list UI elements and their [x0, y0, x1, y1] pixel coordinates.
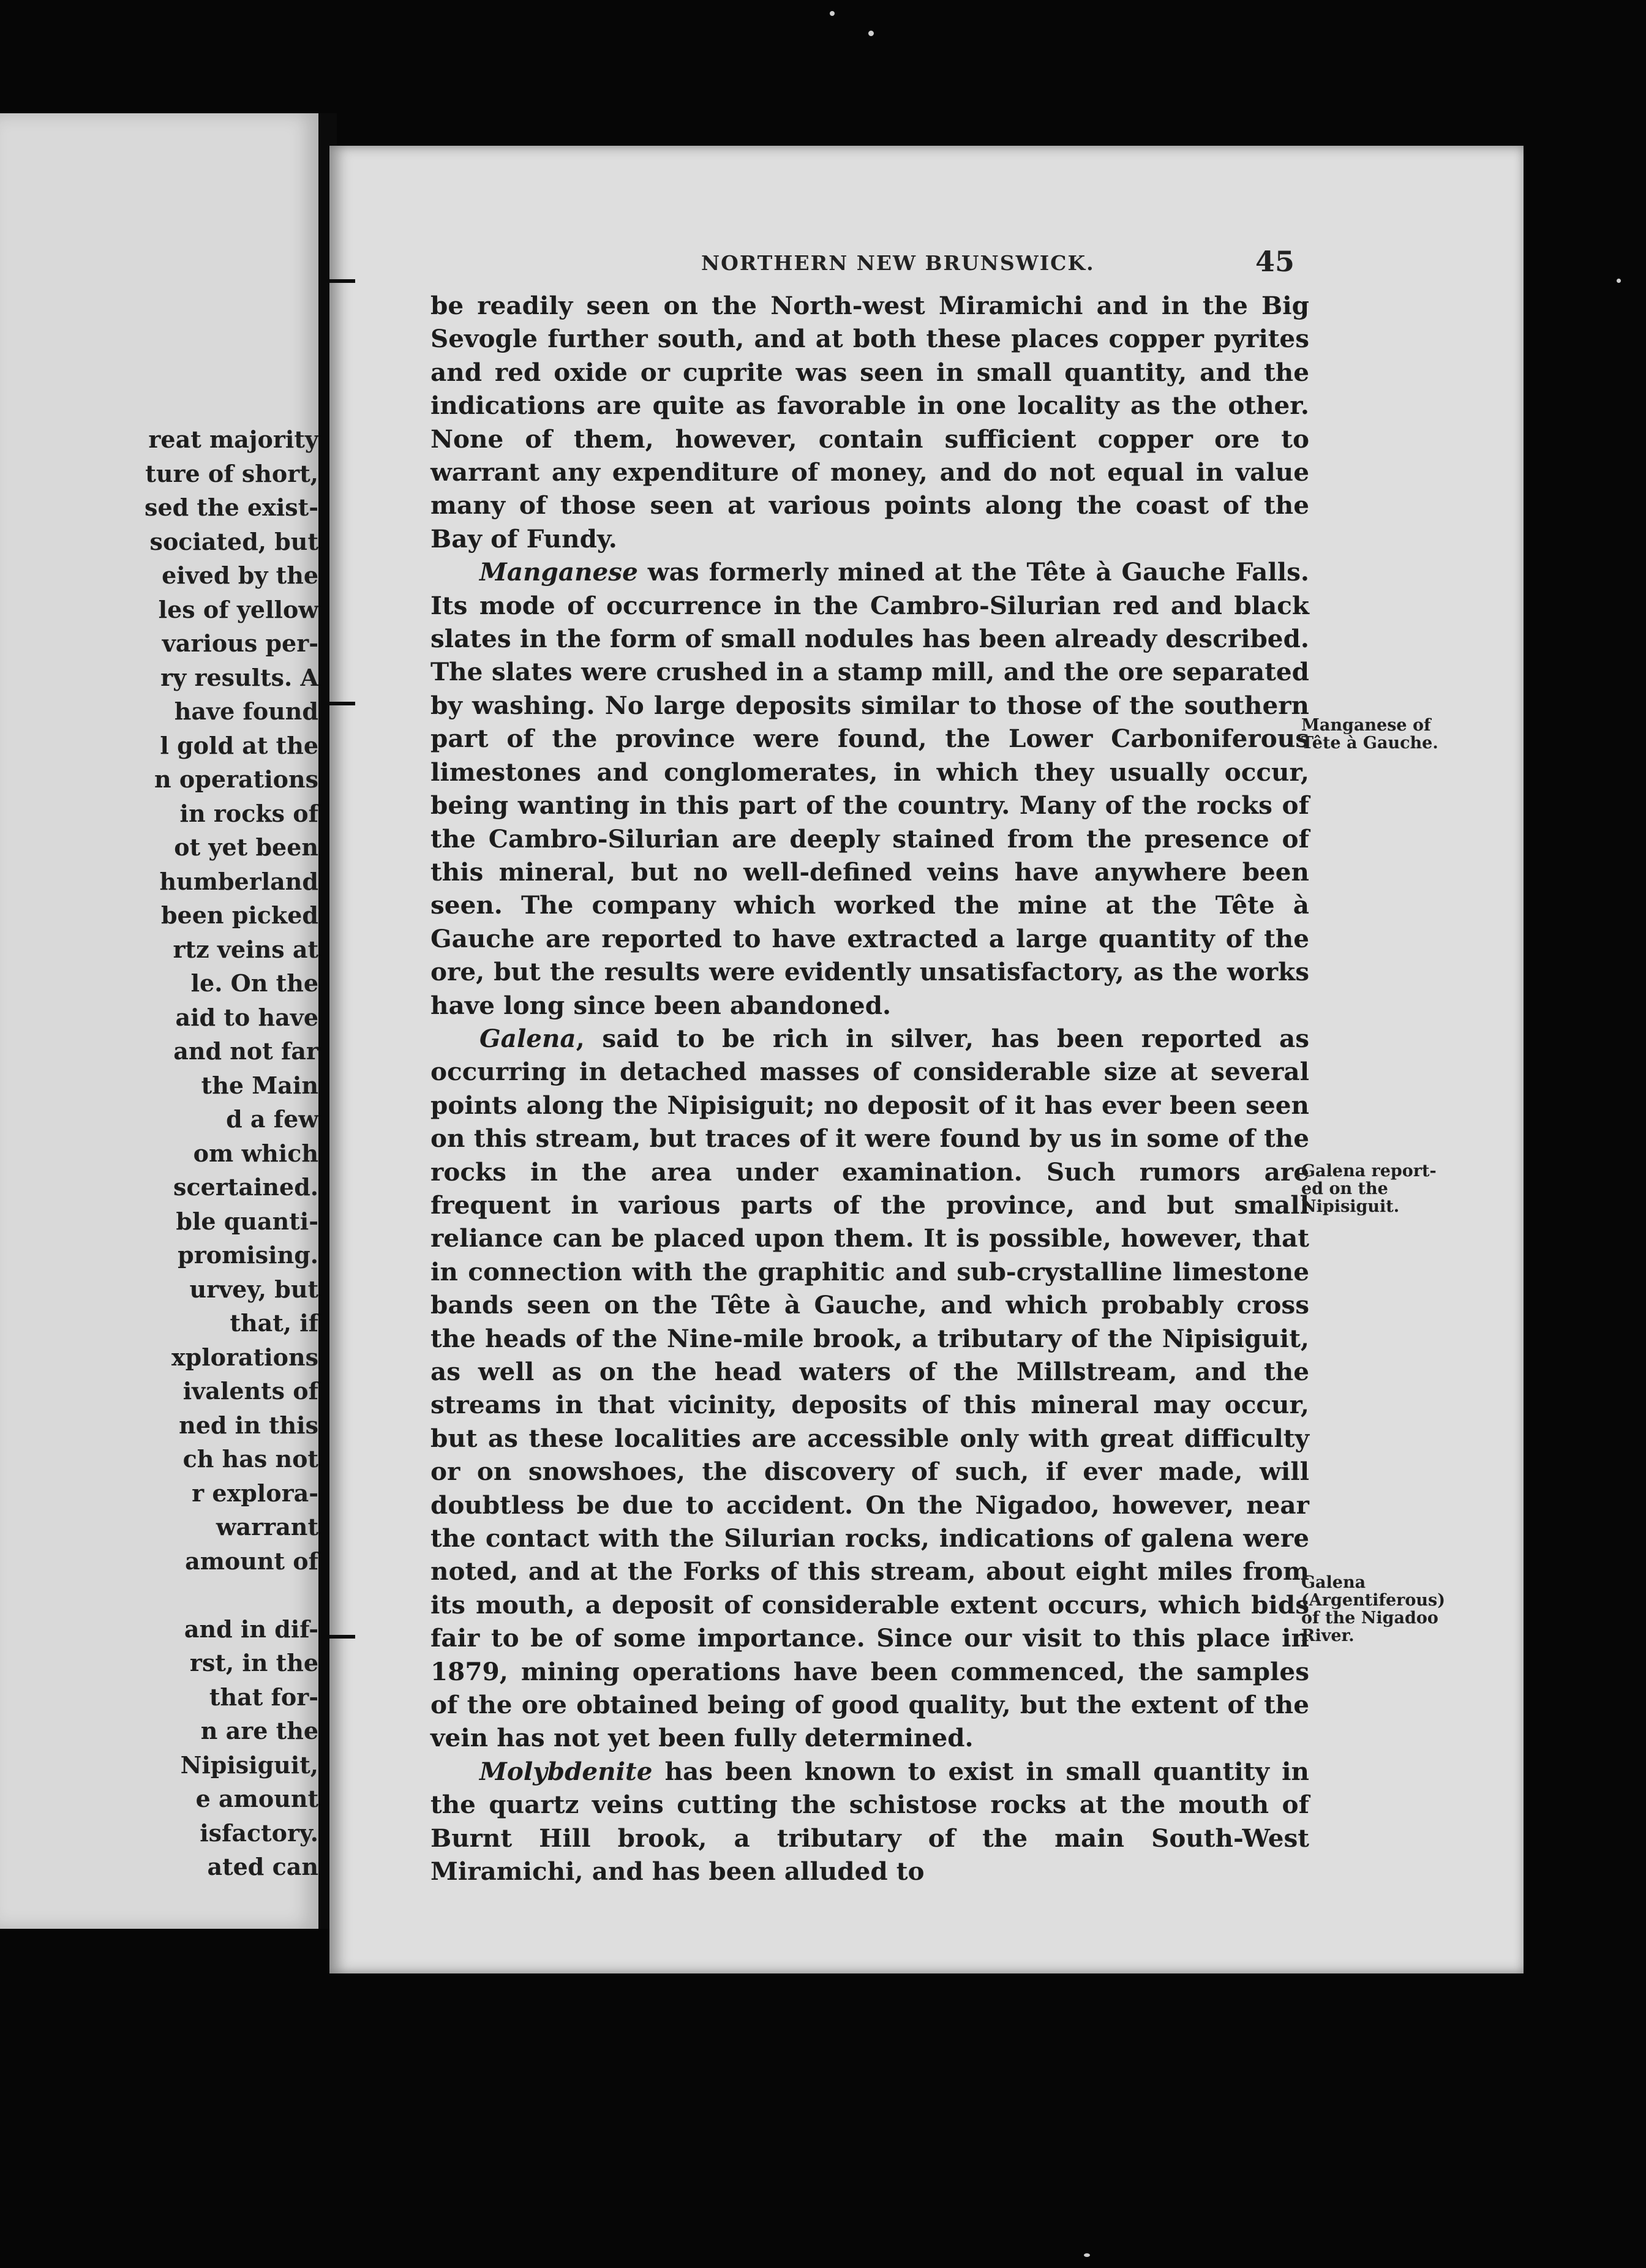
paragraph	[430, 289, 1309, 555]
left-page-line: om which	[193, 1139, 318, 1167]
margin-note-galena-nigadoo	[1301, 1574, 1479, 1645]
left-page-line: eived by the	[162, 561, 318, 589]
binding-mark	[329, 279, 355, 283]
left-page-line: reat majority	[148, 426, 318, 453]
margin-note-line: Galena	[1301, 1573, 1366, 1592]
left-page-line: have found	[174, 697, 318, 725]
left-page-line: various per-	[162, 629, 318, 657]
left-page-line: sociated, but	[149, 527, 318, 555]
margin-note-line: (Argentiferous)	[1301, 1591, 1445, 1610]
margin-note-line: Tête à Gauche.	[1301, 734, 1438, 753]
binding-mark	[329, 702, 355, 705]
left-page-text-fragments	[116, 422, 318, 1884]
left-page-line: that, if	[230, 1309, 318, 1337]
left-page-line: n operations	[154, 765, 318, 793]
left-page-line: r explora-	[192, 1479, 318, 1507]
running-title: NORTHERN NEW BRUNSWICK.	[701, 251, 1095, 275]
left-page-line: sed the exist-	[145, 494, 318, 521]
left-page-line: ned in this	[179, 1411, 318, 1439]
film-speck	[868, 31, 874, 36]
left-page-line: that for-	[209, 1683, 318, 1711]
left-page-line: rtz veins at	[173, 935, 318, 963]
margin-note-galena-nipisiguit	[1301, 1162, 1479, 1215]
film-speck	[1084, 2253, 1090, 2257]
margin-note-line: River.	[1301, 1626, 1355, 1645]
left-page-line: in rocks of	[179, 799, 318, 827]
margin-note-line: of the Nigadoo	[1301, 1609, 1438, 1628]
paragraph-lead: Galena	[479, 1023, 576, 1053]
left-page-line: warrant	[216, 1513, 318, 1541]
left-page-line: rst, in the	[189, 1649, 318, 1677]
left-page-line: ated can	[207, 1853, 318, 1880]
paragraph	[430, 1022, 1309, 1755]
margin-note-line: Nipisiguit.	[1301, 1197, 1400, 1216]
left-page-line: xplorations	[171, 1343, 318, 1371]
margin-note-line: Manganese of	[1301, 716, 1431, 735]
paragraph-lead: Molybdenite	[479, 1756, 653, 1786]
paragraph-text: , said to be rich in silver, has been reported as occurring in detached masses of considerable size at several points along the Nipisiguit; no deposit of it has ever been seen on this stream, but traces of it were found by us in some of the rocks in the area under examination. Such rumors are frequent in various parts of the province, and but small reliance can be placed upon them. It is possible, however, that in connection with the graphitic and sub-crystalline limestone bands seen on the Tête à Gauche, and which probably cross the heads of the Nine-mile brook, a tributary of the Nipisiguit, as well as on the head waters of the Millstream, and the streams in that vicinity, deposits of this mineral may occur, but as these localities are accessible only with great difficulty or on snowshoes, the discovery of such, if ever made, will doubtless be due to accident. On the Nigadoo, however, near the contact with the Silurian rocks, indications of galena were noted, and at the Forks of this stream, about eight miles from its mouth, a deposit of considerable extent occurs, which bids fair to be of some importance. Since our visit to this place in 1879, mining operations have been commenced, the samples of the ore obtained being of good quality, but the extent of the vein has not yet been fully determined.	[430, 1023, 1309, 1753]
binding-mark	[329, 1635, 355, 1639]
left-page-line: ble quanti-	[176, 1207, 318, 1235]
paragraph-text: was formerly mined at the Tête à Gauche Falls. Its mode of occurrence in the Cambro-Silurian red and black slates in the form of small nodules has been already described. The slates were crushed in a stamp mill, and the ore separated by washing. No large deposits similar to those of the southern part of the province were found, the Lower Carboniferous limestones and conglomerates, in which they usually occur, being wanting in this part of the country. Many of the rocks of the Cambro-Silurian are deeply stained from the presence of this mineral, but no well-defined veins have anywhere been seen. The company which worked the mine at the Tête à Gauche are reported to have extracted a large quantity of the ore, but the results were evidently unsatisfactory, as the works have long since been abandoned.	[430, 557, 1309, 1020]
left-page-line: the Main	[201, 1071, 318, 1099]
left-page-line: le. On the	[190, 969, 318, 997]
paragraph	[430, 1755, 1309, 1888]
paragraph-lead: Manganese	[479, 557, 638, 587]
left-page-line: ivalents of	[182, 1377, 318, 1405]
left-page-line: d a few	[226, 1105, 318, 1133]
left-page-line: scertained.	[173, 1173, 318, 1201]
left-page-line	[116, 1578, 318, 1612]
left-page-line: promising.	[178, 1241, 318, 1269]
left-page-line: ot yet been	[174, 833, 318, 861]
left-page-line: isfactory.	[200, 1819, 318, 1847]
left-page-line: amount of	[185, 1547, 318, 1575]
left-page-line: humberland	[159, 867, 318, 895]
left-page-line: ry results. A	[160, 663, 318, 691]
margin-note-line: ed on the	[1301, 1179, 1388, 1198]
left-page-line: les of yellow	[158, 595, 318, 623]
body-text	[430, 289, 1309, 1888]
margin-note-line: Galena report-	[1301, 1162, 1437, 1181]
left-page-line: been picked	[160, 901, 318, 929]
paragraph-text: has been known to exist in small quantity in the quartz veins cutting the schistose rocks at the mouth of Burnt Hill brook, a tributary of the main South-West Miramichi, and has been alluded to	[430, 1756, 1309, 1887]
left-page-line: aid to have	[175, 1003, 318, 1031]
left-facing-page	[0, 113, 318, 1929]
left-page-line: and in dif-	[184, 1615, 318, 1643]
left-page-line: and not far	[173, 1037, 318, 1065]
film-speck	[1617, 279, 1621, 283]
left-page-line: ture of short,	[145, 459, 318, 487]
film-speck	[830, 11, 835, 16]
left-page-line: ch has not	[182, 1445, 318, 1473]
left-page-line: urvey, but	[189, 1275, 318, 1303]
paragraph-text: be readily seen on the North-west Miramichi and in the Big Sevogle further south, and at both these places copper pyrites and red oxide or cuprite was seen in small quantity, and the indications are quite as favorable in one locality as the other. None of them, however, contain sufficient copper ore to warrant any expenditure of money, and do not equal in value many of those seen at various points along the coast of the Bay of Fundy.	[430, 291, 1309, 554]
left-page-line: n are the	[200, 1717, 318, 1744]
paragraph	[430, 555, 1309, 1022]
left-page-line: Nipisiguit,	[180, 1751, 318, 1779]
margin-note-manganese	[1301, 716, 1479, 752]
page-number: 45	[1255, 245, 1295, 278]
left-page-line: l gold at the	[160, 731, 318, 759]
left-page-line: e amount	[195, 1785, 318, 1812]
